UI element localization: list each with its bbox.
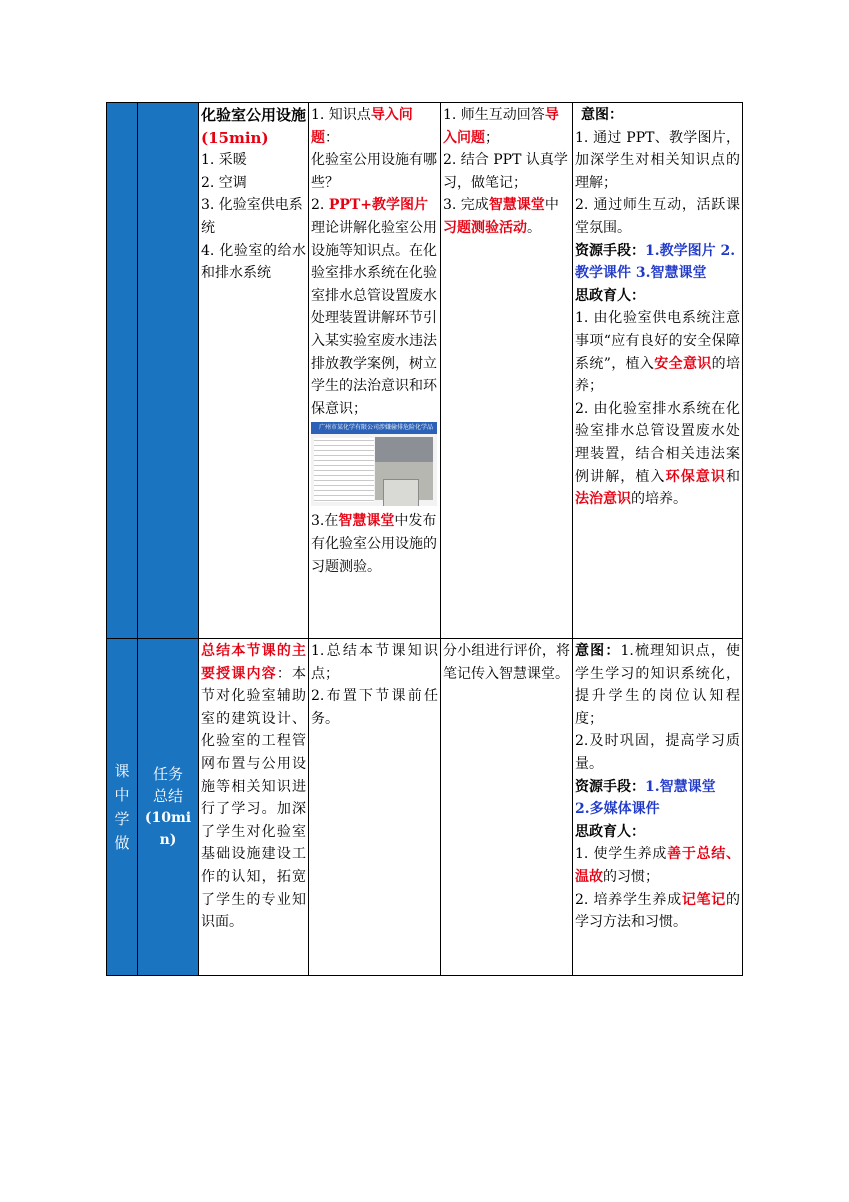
student-step-1: 1. 师生互动回答导入问题；	[443, 107, 559, 146]
design-intent-cell	[573, 103, 743, 639]
teacher-step-2: 2. PPT+教学图片理论讲解化验室公用设施等知识点。在化验室排水系统在化验室排水总管设置废水处理装置讲解环节引入某实验室废水违法排放教学案例，树立学生的法治意识和环保意识；	[311, 197, 437, 417]
student-activity-cell	[441, 103, 573, 639]
topic-item: 4. 化验室的给水和排水系统	[201, 242, 306, 282]
resources: 资源手段：1.教学图片 2.教学课件 3.智慧课堂	[575, 242, 736, 282]
topic-cell	[199, 103, 309, 639]
intent-line: 2. 通过师生互动，活跃课堂氛围。	[575, 197, 740, 236]
student-step-2: 2. 结合 PPT 认真学习，做笔记；	[443, 152, 568, 191]
student-activity-cell: 分小组进行评价，将笔记传入智慧课堂。	[441, 639, 573, 976]
table-row	[107, 103, 743, 639]
intent-line: 1. 通过 PPT、教学图片，加深学生对相关知识点的理解；	[575, 129, 740, 191]
design-intent-cell	[573, 639, 743, 976]
news-photo	[375, 437, 433, 500]
news-banner: 广州市某化学有限公司涉嫌偷排危险化学品	[311, 422, 437, 434]
teacher-step-1: 1.总结本节课知识点；	[311, 643, 438, 682]
intent-title: 意图：	[581, 107, 623, 123]
student-step-3: 3. 完成智慧课堂中习题测验活动。	[443, 197, 559, 236]
ideology-line: 1. 使学生养成善于总结、温故的习惯；	[575, 846, 740, 885]
lesson-plan-table	[106, 102, 743, 976]
intent-line: 意图：1.梳理知识点，使学生学习的知识系统化，提升学生的岗位认知程度；	[575, 643, 741, 727]
topic-item: 1. 采暖	[201, 152, 247, 169]
teacher-activity-cell	[309, 103, 441, 639]
topic-item: 2. 空调	[201, 174, 247, 191]
topic-item: 3. 化验室供电系统	[201, 197, 303, 236]
stage-label: 课 中 学 做	[107, 639, 138, 976]
stage-cell-blank	[107, 103, 138, 639]
summary-topic-cell: 总结本节课的主要授课内容：本节对化验室辅助室的建筑设计、化验室的工程管网布置与公用设施等相关知识进行了学习。加深了学生对化验室基础设施建设工作的认知，拓宽了学生的专业知识面。	[199, 639, 309, 976]
ideology-line: 1. 由化验室供电系统注意事项“应有良好的安全保障系统”，植入安全意识的培养；	[575, 310, 741, 395]
ideology-line: 2. 培养学生养成记笔记的学习方法和习惯。	[575, 891, 740, 931]
resources: 资源手段：1.智慧课堂 2.多媒体课件	[575, 778, 716, 818]
task-label: 任务 总结 (10min)	[138, 639, 199, 976]
ideology-line: 2. 由化验室排水系统在化验室排水总管设置废水处理装置，结合相关违法案例讲解，植入环保意识和法治意识的培养。	[575, 400, 741, 508]
teacher-step-3: 3.在智慧课堂中发布有化验室公用设施的习题测验。	[311, 513, 437, 575]
teacher-step-2: 2.布置下节课前任务。	[311, 688, 438, 727]
ideology-title: 思政育人：	[575, 287, 645, 304]
news-text-lines	[314, 438, 374, 502]
ideology-title: 思政育人：	[575, 823, 645, 840]
teacher-activity-cell	[309, 639, 441, 976]
news-screenshot-image	[311, 422, 437, 506]
topic-title: 化验室公用设施(15min)	[201, 106, 307, 147]
teacher-step-1: 1. 知识点导入问题： 化验室公用设施有哪些？	[311, 107, 437, 191]
task-cell-blank	[138, 103, 199, 639]
intent-line: 2.及时巩固，提高学习质量。	[575, 733, 740, 772]
table-row	[107, 639, 743, 976]
